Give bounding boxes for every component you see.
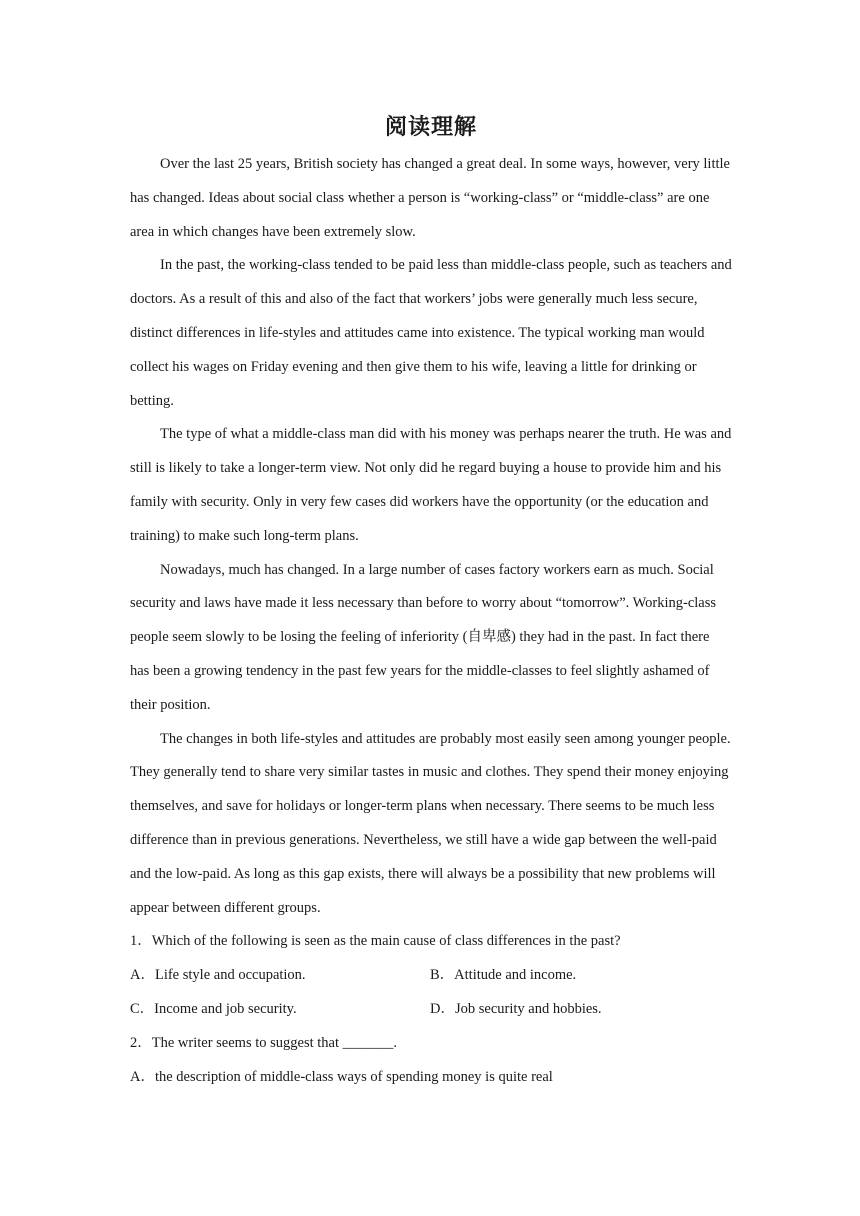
question-1-option-a: A．Life style and occupation. xyxy=(130,967,306,984)
passage-paragraph-1: Over the last 25 years, British society has changed a great deal. In some ways, however, very little has changed. Ideas about social class whether a person is “working-class” or “middle-class” are one area in which changes have been extremely slow. xyxy=(130,156,730,240)
document-page xyxy=(130,108,732,1094)
question-1-options-row-2 xyxy=(130,993,732,1027)
passage-paragraph-4: Nowadays, much has changed. In a large number of cases factory workers earn as much. Social security and laws have made it less necessary than before to worry about “tomorrow”. Working-class people seem slowly to be losing the feeling of inferiority (自卑感) they had in the past. In fact there has been a growing tendency in the past few years for the middle-classes to feel slightly ashamed of their position. xyxy=(130,561,717,713)
document-title: 阅读理解 xyxy=(384,114,477,140)
question-1 xyxy=(130,925,732,1026)
question-1-option-c: C．Income and job security. xyxy=(130,1000,297,1017)
question-1-option-b: B．Attitude and income. xyxy=(430,967,577,984)
passage-paragraph-3: The type of what a middle-class man did with his money was perhaps nearer the truth. He was and still is likely to take a longer-term view. Not only did he regard buying a house to provide him and his family with security. Only in very few cases did workers have the opportunity (or the education and training) to make such long-term plans. xyxy=(130,426,732,544)
question-1-options-row-1 xyxy=(130,959,732,993)
question-2-option-a: A．the description of middle-class ways of spending money is quite real xyxy=(130,1068,553,1085)
question-1-option-d: D．Job security and hobbies. xyxy=(430,1000,602,1017)
question-2 xyxy=(130,1027,732,1095)
question-1-stem: 1．Which of the following is seen as the main cause of class differences in the past? xyxy=(130,933,621,950)
question-2-stem: 2．The writer seems to suggest that _______. xyxy=(130,1034,397,1051)
passage-paragraph-5: The changes in both life-styles and attitudes are probably most easily seen among younger people. They generally tend to share very similar tastes in music and clothes. They spend their money enjoying themselves, and save for holidays or longer-term plans when necessary. There seems to be much less difference than in previous generations. Nevertheless, we still have a wide gap between the well-paid and the low-paid. As long as this gap exists, there will always be a possibility that new problems will appear between different groups. xyxy=(130,730,731,916)
passage-paragraph-2: In the past, the working-class tended to be paid less than middle-class people, such as teachers and doctors. As a result of this and also of the fact that workers’ jobs were generally much less secure, distinct differences in life-styles and attitudes came into existence. The typical working man would collect his wages on Friday evening and then give them to his wife, leaving a little for drinking or betting. xyxy=(130,257,732,409)
